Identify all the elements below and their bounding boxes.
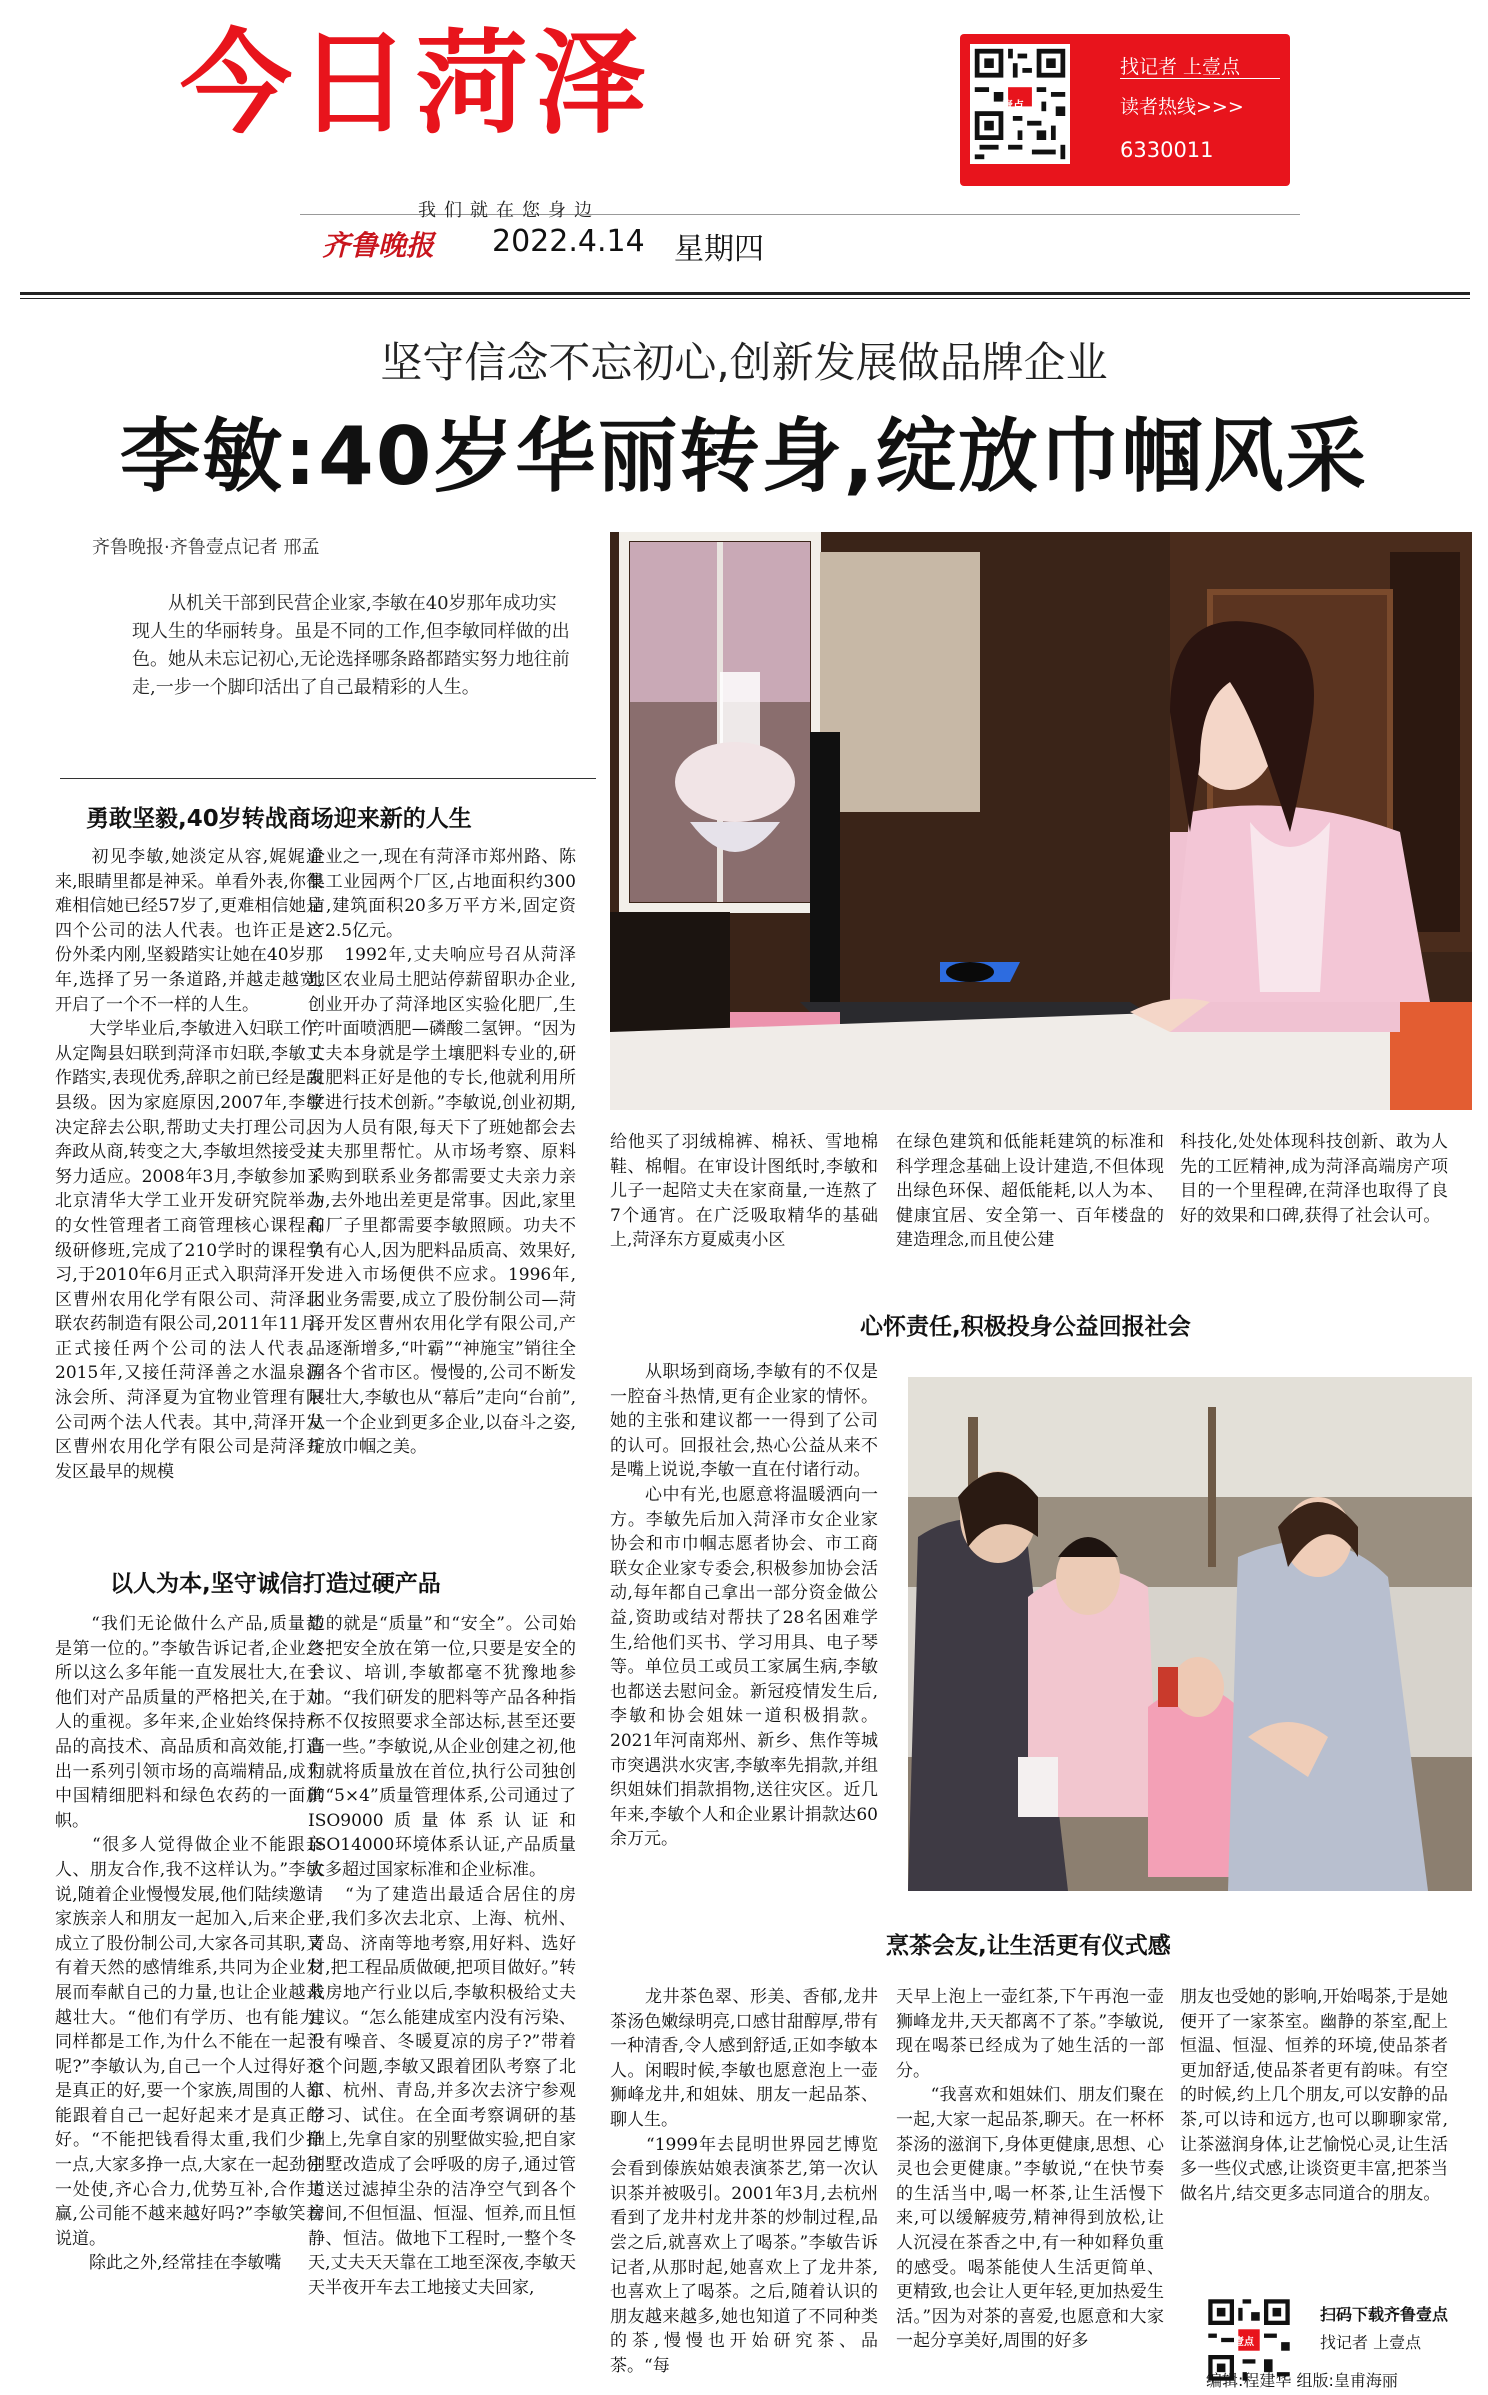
article-headline: 李敏:40岁华丽转身,绽放巾帼风采: [120, 410, 1368, 503]
qr-code-icon[interactable]: [970, 44, 1070, 164]
section1-column-1: 初见李敏,她淡定从容,娓娓道来,眼睛里都是神采。单看外表,你很难相信她已经57岁了,更难相信她是四个公司的法人代表。也许正是这份外柔内刚,坚毅踏实让她在40岁那年,选择了另一条道路,并越走越宽,开启了一个不一样的人生。 大学毕业后,李敏进入妇联工作,从定陶县妇联到菏泽市妇联,李敏工作踏实,表现优秀,辞职之前已经是副县级。因为家庭原因,2007年,李敏决定辞去公职,帮助丈夫打理公司。奔政从商,转变之大,李敏坦然接受并努力适应。2008年3月,李敏参加了北京清华大学工业开发研究院举办的女性管理者工商管理核心课程高级研修班,完成了210学时的课程学习,于2010年6月正式入职菏泽开发区曹州农用化学有限公司、菏泽北联农药制造有限公司,2011年11月,正式接任两个公司的法人代表。2015年,又接任菏泽善之水温泉游泳会所、菏泽夏为宜物业管理有限公司两个法人代表。其中,菏泽开发区曹州农用化学有限公司是菏泽开发区最早的规模: [55, 847, 323, 1482]
issue-weekday: 星期四: [674, 232, 764, 267]
section3-column-1: 从职场到商场,李敏有的不仅是一腔奋斗热情,更有企业家的情怀。她的主张和建议都一一得到了公司的认可。回报社会,热心公益从来不是嘴上说说,李敏一直在付诸行动。 心中有光,也愿意将温暖洒向一方。李敏先后加入菏泽市女企业家协会和市巾帼志愿者协会、市工商联女企业家专委会,积极参加协会活动,每年都自己拿出一部分资金做公益,资助或结对帮扶了28名困难学生,给他们买书、学习用具、电子琴等。单位员工或员工家属生病,李敏也都送去慰问金。新冠疫情发生后,李敏和协会姐妹一道积极捐款。2021年河南郑州、新乡、焦作等城市突遇洪水灾害,李敏率先捐款,并组织姐妹们捐款捐物,送往灾区。近几年来,李敏个人和企业累计捐款达60余万元。: [610, 1362, 878, 1850]
article-subtitle: 坚守信念不忘初心,创新发展做品牌企业: [380, 338, 1108, 387]
contact-divider: [1120, 78, 1280, 79]
download-app-subtext: 找记者 上壹点: [1320, 2333, 1422, 2352]
section2-column-2: 边的就是“质量”和“安全”。公司始终把安全放在第一位,只要是安全的会议、培训,李敏都毫不犹豫地参加。“我们研发的肥料等产品各种指标不仅按照要求全部达标,甚至还要高一些。”李敏说,从企业创建之初,他们就将质量放在首位,执行公司独创的“5×4”质量管理体系,公司通过了ISO9000质量体系认证和ISO14000环境体系认证,产品质量大多超过国家标准和企业标准。 “为了建造出最适合居住的房子,我们多次去北京、上海、杭州、青岛、济南等地考察,用好料、选好材,把工程品质做硬,把项目做好。”转战房地产行业以后,李敏积极给丈夫建议。“怎么能建成室内没有污染、没有噪音、冬暖夏凉的房子?”带着这个问题,李敏又跟着团队考察了北京、杭州、青岛,并多次去济宁参观学习、试住。在全面考察调研的基础上,先拿自家的别墅做实验,把自家别墅改造成了会呼吸的房子,通过管道送过滤掉尘杂的洁净空气到各个房间,不但恒温、恒湿、恒养,而且恒静、恒洁。做地下工程时,一整个冬天,丈夫天天靠在工地至深夜,李敏天天半夜开车去工地接丈夫回家,: [308, 1614, 576, 2299]
lead-divider: [60, 778, 596, 779]
qr-label: 壹点: [1002, 99, 1024, 112]
section2-column-5: 科技化,处处体现科技创新、敢为人先的工匠精神,成为菏泽高端房产项目的一个里程碑,在菏泽也取得了良好的效果和口碑,获得了社会认可。: [1180, 1132, 1448, 1226]
section4-column-2: 天早上泡上一壶红茶,下午再泡一壶狮峰龙井,天天都离不了茶。”李敏说,现在喝茶已经成为了她生活的一部分。 “我喜欢和姐妹们、朋友们聚在一起,大家一起品茶,聊天。在一杯杯茶汤的滋润下,身体更健康,思想、心灵也会更健康。”李敏说,“在快节奏的生活当中,喝一杯茶,让生活慢下来,可以缓解疲劳,精神得到放松,让人沉浸在茶香之中,有一种如释负重的感受。喝茶能使人生活更简单、更精致,也会让人更年轻,更加热爱生活。”因为对茶的喜爱,也愿意和大家一起分享美好,周围的好多: [896, 1987, 1164, 2352]
reader-contact-box: [960, 34, 1290, 186]
download-app-text: 扫码下载齐鲁壹点: [1320, 2305, 1449, 2324]
section4-column-3: 朋友也受她的影响,开始喝茶,于是她便开了一家茶室。幽静的茶室,配上恒温、恒湿、恒养的环境,使品茶者更加舒适,使品茶者更有韵味。有空的时候,约上几个朋友,可以安静的品茶,可以诗和远方,也可以聊聊家常,让茶滋润身体,让艺愉悦心灵,让生活多一些仪式感,让谈资更丰富,把茶当做名片,结交更多志同道合的朋友。: [1180, 1987, 1448, 2204]
masthead-rule: [20, 292, 1470, 295]
article-lead: 从机关干部到民营企业家,李敏在40岁那年成功实现人生的华丽转身。虽是不同的工作,但李敏同样做的出色。她从未忘记初心,无论选择哪条路都踏实努力地往前走,一步一个脚印活出了自己最精彩的人生。: [132, 593, 570, 698]
masthead-title: 今日菏泽: [180, 19, 652, 149]
section2-column-4: 在绿色建筑和低能耗建筑的标准和科学理念基础上设计建造,不但体现出绿色环保、超低能耗,以人为本、健康宜居、安全第一、百年楼盘的建造理念,而且使公建: [896, 1132, 1164, 1251]
contact-line-2: 读者热线>>>: [1120, 96, 1244, 118]
section1-column-2: 企业之一,现在有菏泽市郑州路、陈集工业园两个厂区,占地面积约300亩,建筑面积20多万平方米,固定资产2.5亿元。 1992年,丈夫响应号召从菏泽地区农业局土肥站停薪留职办企业,创业开办了菏泽地区实验化肥厂,生产叶面喷洒肥—磷酸二氢钾。“因为丈夫本身就是学土壤肥料专业的,研发肥料正好是他的专长,他就利用所学进行技术创新。”李敏说,创业初期,因为人员有限,每天下了班她都会去丈夫那里帮忙。从市场考察、原料采购到联系业务都需要丈夫亲力亲为,去外地出差更是常事。因此,家里和厂子里都需要李敏照顾。功夫不负有心人,因为肥料品质高、效果好,一进入市场便供不应求。1996年,因业务需要,成立了股份制公司—菏泽开发区曹州农用化学有限公司,产品逐渐增多,“叶霸”“神施宝”销往全国各个省市区。慢慢的,公司不断发展壮大,李敏也从“幕后”走向“台前”,从一个企业到更多企业,以奋斗之姿,绽放巾帼之美。: [308, 847, 576, 1458]
section-heading-2: 以人为本,坚守诚信打造过硬产品: [110, 1571, 441, 1597]
office-photo: [610, 532, 1472, 1110]
masthead-rule-thin: [20, 298, 1470, 299]
article-byline: 齐鲁晚报·齐鲁壹点记者 邢孟: [92, 537, 320, 558]
section2-column-1: “我们无论做什么产品,质量都是第一位的。”李敏告诉记者,企业之所以这么多年能一直发展壮大,在于他们对产品质量的严格把关,在于对人的重视。多年来,企业始终保持产品的高技术、高品质和高效能,打造出一系列引领市场的高端精品,成为中国精细肥料和绿色农药的一面旗帜。 “很多人觉得做企业不能跟亲人、朋友合作,我不这样认为。”李敏说,随着企业慢慢发展,他们陆续邀请家族亲人和朋友一起加入,后来企业成立了股份制公司,大家各司其职,又有着天然的感情维系,共同为企业发展而奉献自己的力量,也让企业越来越壮大。“他们有学历、也有能力,同样都是工作,为什么不能在一起干呢?”李敏认为,自己一个人过得好不是真正的好,要一个家族,周围的人都能跟着自己一起好起来才是真正的好。“不能把钱看得太重,我们少挣一点,大家多挣一点,大家在一起劲往一处使,齐心合力,优势互补,合作共赢,公司能不越来越好吗?”李敏笑着说道。 除此之外,经常挂在李敏嘴: [55, 1614, 323, 2274]
hotline-number: 6330011: [1120, 138, 1214, 162]
section-heading-1: 勇敢坚毅,40岁转战商场迎来新的人生: [86, 806, 472, 832]
section4-column-1: 龙井茶色翠、形美、香郁,龙井茶汤色嫩绿明亮,口感甘甜醇厚,带有一种清香,令人感到舒适,正如李敏本人。闲暇时候,李敏也愿意泡上一壶狮峰龙井,和姐妹、朋友一起品茶、聊人生。 “1999年去昆明世界园艺博览会看到傣族姑娘表演茶艺,第一次认识茶并被吸引。2001年3月,去杭州看到了龙井村龙井茶的炒制过程,品尝之后,就喜欢上了喝茶。”李敏告诉记者,从那时起,她喜欢上了龙井茶,也喜欢上了喝茶。之后,随着认识的朋友越来越多,她也知道了不同种类的茶,慢慢也开始研究茶、品茶。“每: [610, 1987, 878, 2376]
section-heading-3: 心怀责任,积极投身公益回报社会: [860, 1314, 1191, 1340]
charity-photo: [908, 1377, 1472, 1891]
contact-line-1: 找记者 上壹点: [1120, 56, 1241, 78]
newspaper-brand: 齐鲁晚报: [322, 229, 435, 262]
section-heading-4: 烹茶会友,让生活更有仪式感: [886, 1933, 1171, 1959]
editor-credits: 编辑:程建华 组版:皇甫海丽: [1206, 2371, 1398, 2390]
masthead-slogan: 我们就在您身边: [418, 200, 600, 221]
section2-column-3: 给他买了羽绒棉裤、棉袄、雪地棉鞋、棉帽。在审设计图纸时,李敏和儿子一起陪丈夫在家商量,一连熬了7个通宵。在广泛吸取精华的基础上,菏泽东方夏威夷小区: [610, 1132, 878, 1251]
download-qr-label: 壹点: [1234, 2337, 1254, 2348]
issue-date: 2022.4.14: [492, 224, 645, 259]
